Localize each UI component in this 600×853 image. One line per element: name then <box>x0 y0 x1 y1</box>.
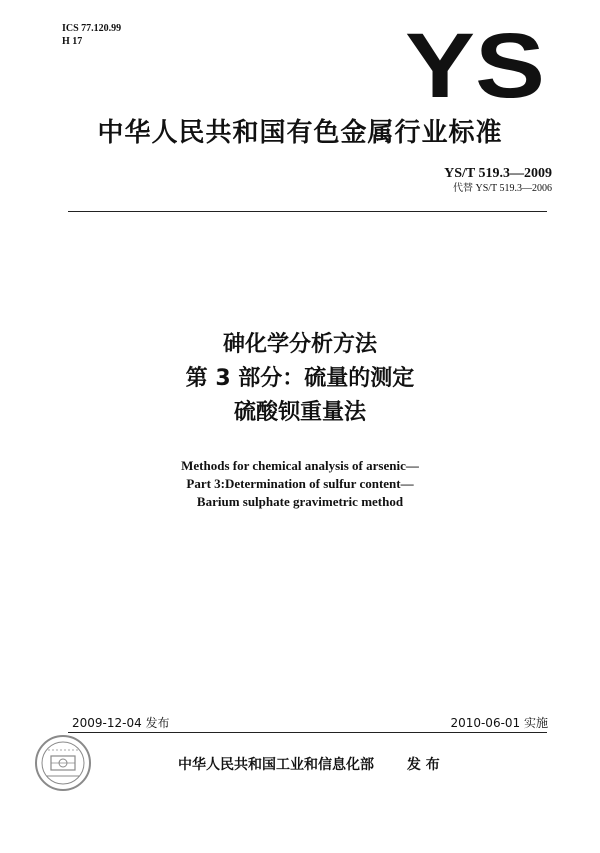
implementation-date: 2010-06-01 实施 <box>450 716 548 730</box>
publisher-name: 中华人民共和国工业和信息化部 <box>178 757 374 773</box>
title-cn-line-2: 第 3 部分：硫量的测定 <box>185 366 415 391</box>
title-chinese <box>0 328 600 430</box>
publisher <box>178 754 440 774</box>
ccs-code: H 17 <box>62 36 83 47</box>
standard-number: YS/T 519.3—2009 <box>444 166 552 181</box>
ics-code: ICS 77.120.99 <box>62 23 122 34</box>
title-en-line-1: Methods for chemical analysis of arsenic— <box>181 458 419 473</box>
issue-date: 2009-12-04 发布 <box>72 716 170 730</box>
publisher-action: 发 布 <box>406 757 440 773</box>
title-cn-line-3: 硫酸钡重量法 <box>233 400 366 425</box>
standard-number-block <box>444 166 552 195</box>
replaces-standard: 代替 YS/T 519.3—2006 <box>453 183 552 194</box>
bottom-divider <box>68 732 547 733</box>
anti-counterfeit-seal-icon <box>34 734 92 792</box>
top-divider <box>68 211 547 212</box>
ys-logo <box>400 25 550 105</box>
org-title: 中华人民共和国有色金属行业标准 <box>97 118 503 148</box>
title-en-line-2: Part 3:Determination of sulfur content— <box>186 476 414 491</box>
ys-logo-text: YS <box>405 25 545 105</box>
title-en-line-3: Barium sulphate gravimetric method <box>196 494 404 509</box>
title-english <box>0 457 600 511</box>
title-cn-line-1: 砷化学分析方法 <box>222 332 377 357</box>
classification-codes <box>62 22 121 48</box>
